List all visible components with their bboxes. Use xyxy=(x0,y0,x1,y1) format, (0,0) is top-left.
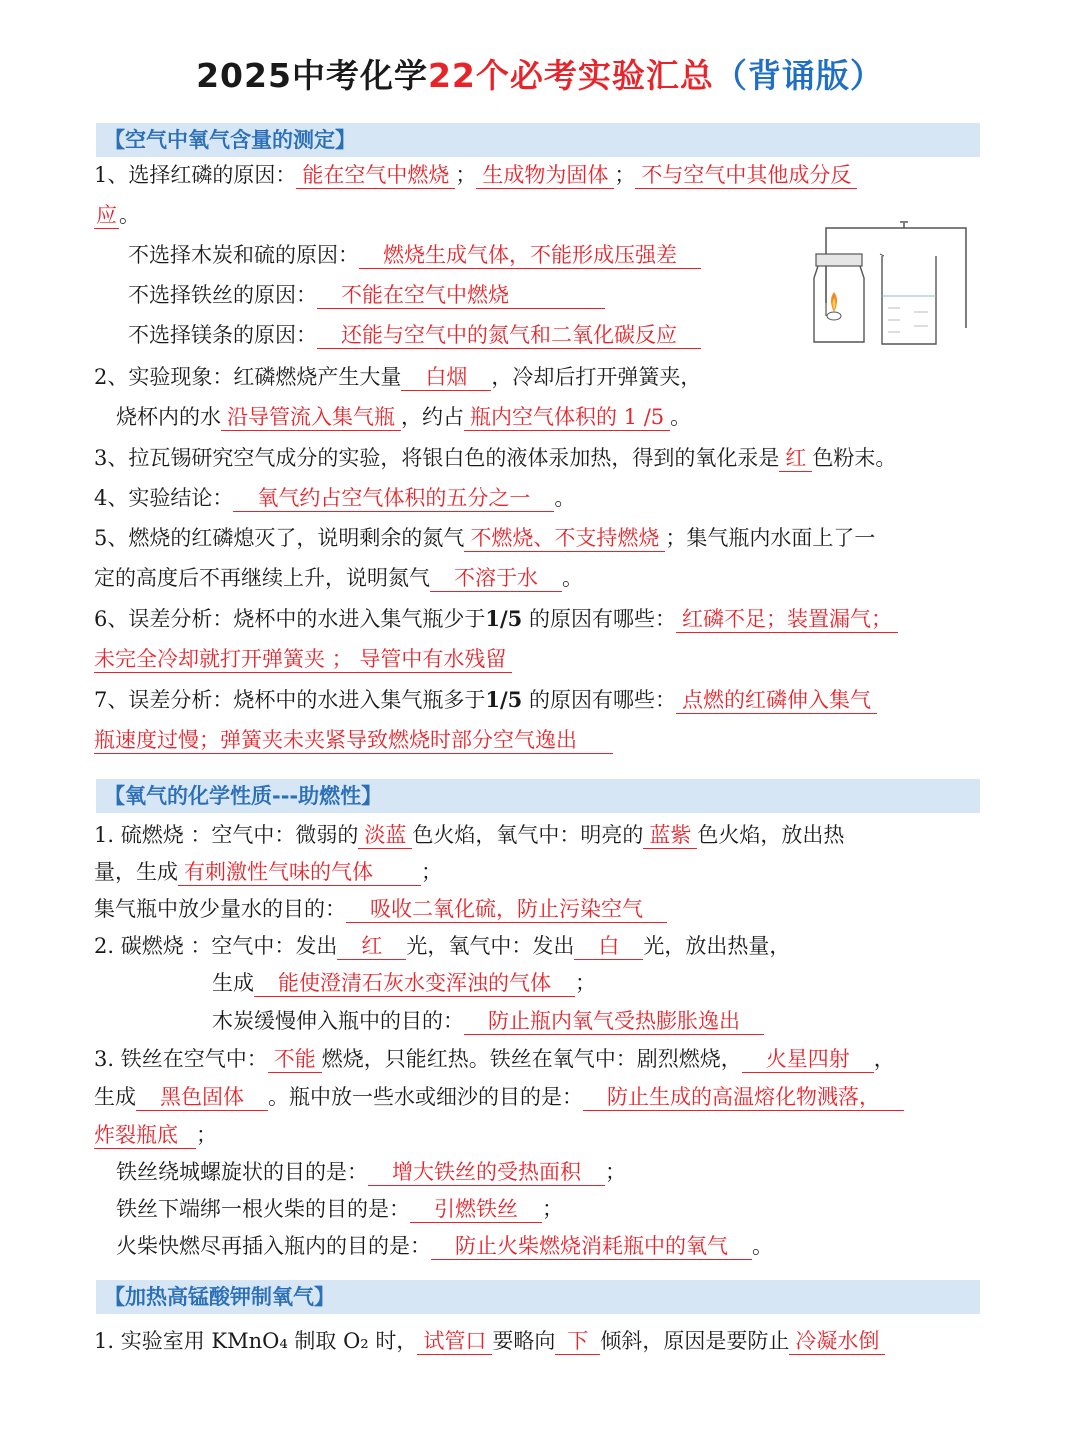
s2-line-5: 生成 能使澄清石灰水变浑浊的气体 ； xyxy=(212,971,596,995)
section-header-kmno4: 【加热高锰酸钾制氧气】 xyxy=(96,1280,980,1314)
s1-line-9: 5、燃烧的红磷熄灭了，说明剩余的氮气 不燃烧、不支持燃烧 ；集气瓶内水面上了一 xyxy=(94,526,876,550)
s1-line-7: 3、拉瓦锡研究空气成分的实验，将银白色的液体汞加热，得到的氧化汞是 红 色粉末。 xyxy=(94,446,897,470)
s1-line-13: 7、误差分析：烧杯中的水进入集气瓶多于1/5 的原因有哪些： 点燃的红磷伸入集气 xyxy=(94,685,877,715)
s2-line-3: 集气瓶中放少量水的目的： 吸收二氧化硫，防止污染空气 xyxy=(94,894,667,924)
s1-line-4: 不选择镁条的原因： 还能与空气中的氮气和二氧化碳反应 xyxy=(128,320,701,350)
s2-line-11: 铁丝下端绑一根火柴的目的是： 引燃铁丝 ； xyxy=(116,1197,563,1221)
s1-line-2: 不选择木炭和硫的原因： 燃烧生成气体，不能形成压强差 xyxy=(128,240,701,270)
s1-line-10: 定的高度后不再继续上升，说明氮气 不溶于水 。 xyxy=(94,566,583,590)
s1-line-14: 瓶速度过慢；弹簧夹未夹紧导致燃烧时部分空气逸出 xyxy=(94,725,613,755)
s1-line-3: 不选择铁丝的原因： 不能在空气中燃烧 xyxy=(128,280,605,310)
apparatus-diagram xyxy=(796,208,990,348)
section-header-oxygen-properties: 【氧气的化学性质---助燃性】 xyxy=(96,779,980,813)
s2-line-4: 2. 碳燃烧 ：空气中：发出 红 光，氧气中：发出 白 光，放出热量， xyxy=(94,934,791,958)
s1-line-5: 2、实验现象：红磷燃烧产生大量 白烟 ，冷却后打开弹簧夹， xyxy=(94,365,702,389)
s1-line-8: 4、实验结论： 氧气约占空气体积的五分之一 。 xyxy=(94,486,576,510)
section-header-oxygen-content: 【空气中氧气含量的测定】 xyxy=(96,123,980,157)
s2-line-7: 3. 铁丝在空气中： 不能 燃烧，只能红热。铁丝在氧气中：剧烈燃烧， 火星四射 ， xyxy=(94,1047,895,1071)
s1-line-1: 1、选择红磷的原因： 能在空气中燃烧 ； 生成物为固体 ； 不与空气中其他成分反 xyxy=(94,160,857,190)
s1-line-6: 烧杯内的水 沿导管流入集气瓶 ，约占 瓶内空气体积的 1 /5 。 xyxy=(116,405,692,429)
s2-line-2: 量，生成 有刺激性气味的气体 ； xyxy=(94,860,442,884)
s2-line-8: 生成 黑色固体 。瓶中放一些水或细沙的目的是： 防止生成的高温熔化物溅落， xyxy=(94,1082,904,1112)
s2-line-9: 炸裂瓶底 ； xyxy=(94,1123,217,1147)
s1-line-1b: 应。 xyxy=(96,203,140,227)
s2-line-6: 木炭缓慢伸入瓶中的目的： 防止瓶内氧气受热膨胀逸出 xyxy=(212,1006,764,1036)
s3-line-1: 1. 实验室用 KMnO₄ 制取 O₂ 时， 试管口 要略向 下 倾斜，原因是要防止 冷凝水倒 xyxy=(94,1326,885,1356)
s2-line-1: 1. 硫燃烧 ：空气中：微弱的 淡蓝 色火焰，氧气中：明亮的 蓝紫 色火焰，放出热 xyxy=(94,823,845,847)
page-title: 2025中考化学22个必考实验汇总（背诵版） xyxy=(196,56,884,95)
s2-line-12: 火柴快燃尽再插入瓶内的目的是： 防止火柴燃烧消耗瓶中的氧气 。 xyxy=(116,1234,773,1258)
s2-line-10: 铁丝绕城螺旋状的目的是： 增大铁丝的受热面积 ； xyxy=(116,1160,626,1184)
s1-line-12: 未完全冷却就打开弹簧夹 ； 导管中有水残留 xyxy=(94,644,512,674)
s1-line-11: 6、误差分析：烧杯中的水进入集气瓶少于1/5 的原因有哪些： 红磷不足；装置漏气； xyxy=(94,604,898,634)
